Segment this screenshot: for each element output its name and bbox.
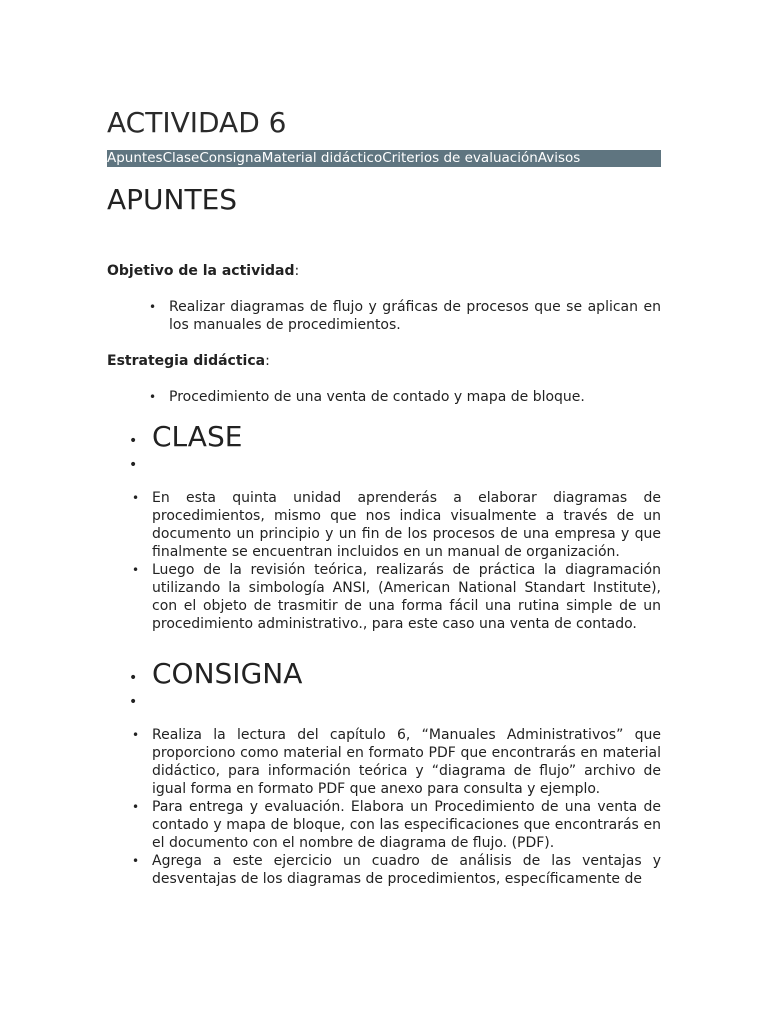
clase-section xyxy=(152,420,661,633)
empty-list-item xyxy=(152,691,661,717)
nav-link-criterios-evaluacion[interactable]: Criterios de evaluación xyxy=(382,150,538,166)
objetivo-colon: : xyxy=(294,263,300,279)
objetivo-label-text: Objetivo de la actividad xyxy=(107,263,295,279)
list-item: • Agrega a este ejercicio un cuadro de análisis de las ventajas y desventajas de los diagramas de procedimientos, específicamente de xyxy=(152,852,661,888)
list-item: • En esta quinta unidad aprenderás a elaborar diagramas de procedimientos, mismo que nos indica visualmente a través de un documento un principio y un fin de los procesos de una empresa y que finalmente se encuentran incluidos en un manual de organización. xyxy=(152,489,661,561)
list-item: • Realiza la lectura del capítulo 6, “Manuales Administrativos” que proporciono como material en formato PDF que encontrarás en material didáctico, para información teórica y “diagrama de flujo” archivo de igual forma en formato PDF que anexo para consulta y ejemplo. xyxy=(152,726,661,798)
section-heading-consigna: • CONSIGNA xyxy=(152,657,661,691)
nav-link-apuntes[interactable]: Apuntes xyxy=(107,150,163,166)
estrategia-colon: : xyxy=(265,353,270,369)
consigna-section xyxy=(152,657,661,888)
nav-link-consigna[interactable]: Consigna xyxy=(199,150,262,166)
page-title: ACTIVIDAD 6 xyxy=(107,106,287,139)
list-item: • Para entrega y evaluación. Elabora un Procedimiento de una venta de contado y mapa de bloque, con las especificaciones que encontrarás en el documento con el nombre de diagrama de flujo. (PDF). xyxy=(152,798,661,852)
objetivo-list xyxy=(169,298,661,334)
nav-link-clase[interactable]: Clase xyxy=(162,150,200,166)
empty-list-item xyxy=(152,454,661,480)
section-heading-apuntes: APUNTES xyxy=(107,183,238,216)
nav-link-avisos[interactable]: Avisos xyxy=(537,150,581,166)
objetivo-label xyxy=(107,262,299,280)
nav-link-material-didactico[interactable]: Material didáctico xyxy=(261,150,383,166)
list-item: • Procedimiento de una venta de contado y mapa de bloque. xyxy=(169,388,661,406)
list-item: • Luego de la revisión teórica, realizarás de práctica la diagramación utilizando la simbología ANSI, (American National Standart Institute), con el objeto de trasmitir de una forma fácil una rutina simple de un procedimiento administrativo., para este caso una venta de contado. xyxy=(152,561,661,633)
section-heading-clase: • CLASE xyxy=(152,420,661,454)
estrategia-list xyxy=(169,388,661,406)
tab-navigation-bar xyxy=(107,150,661,167)
list-item: • Realizar diagramas de flujo y gráficas de procesos que se aplican en los manuales de procedimientos. xyxy=(169,298,661,334)
estrategia-label-text: Estrategia didáctica xyxy=(107,353,266,369)
estrategia-label xyxy=(107,352,270,370)
